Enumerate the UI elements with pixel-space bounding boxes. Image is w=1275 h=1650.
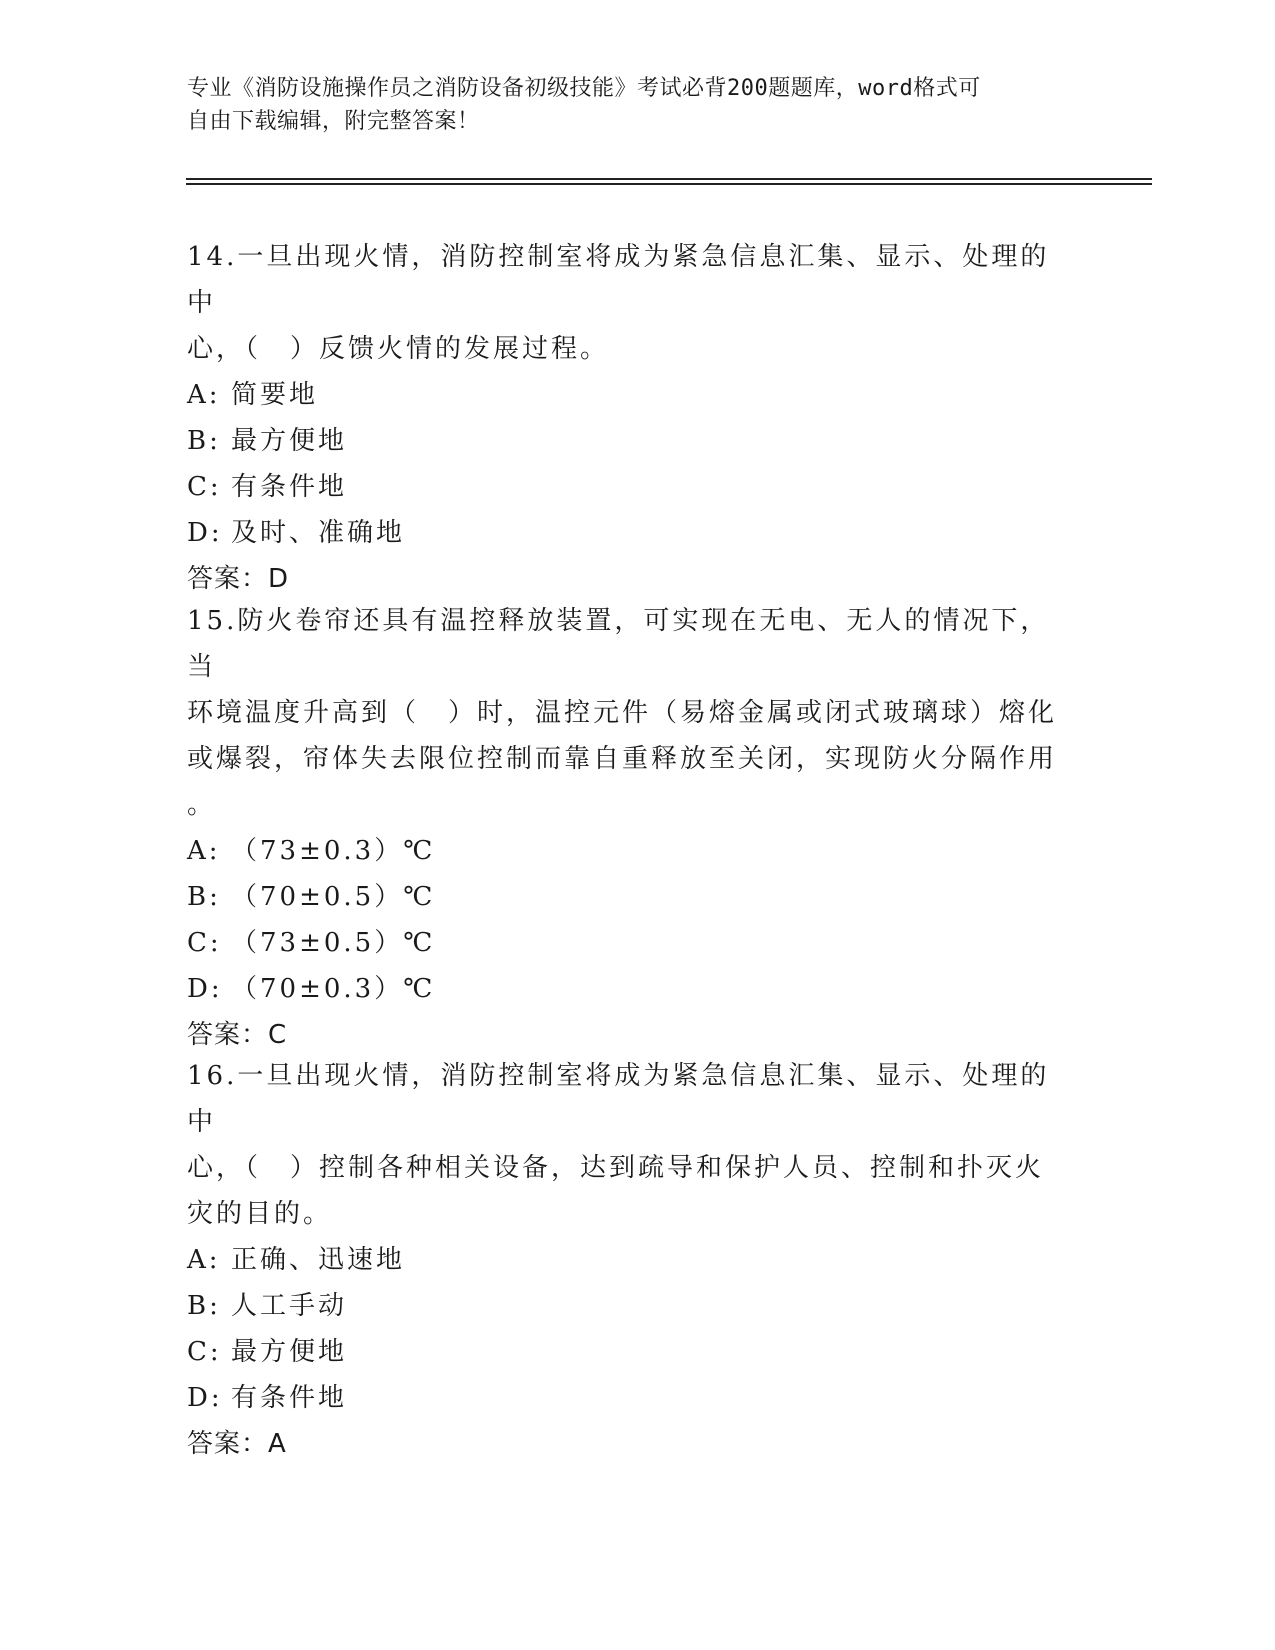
header-line-2: 自由下载编辑，附完整答案！ (187, 109, 480, 134)
option-letter: C: (187, 928, 222, 958)
question-stem-line: 心，（ ）反馈火情的发展过程。 (187, 334, 610, 364)
question-stem-line: 16.一旦出现火情，消防控制室将成为紧急信息汇集、显示、处理的中 (187, 1061, 1050, 1137)
answer-line: 答案：C (187, 1020, 288, 1050)
option-text: （70±0.3）℃ (231, 974, 436, 1004)
option-letter: C: (187, 1337, 222, 1367)
option-a (187, 828, 1067, 874)
question-15 (187, 598, 1067, 1058)
option-letter: A: (187, 1245, 221, 1275)
option-letter: A: (187, 380, 221, 410)
question-stem-line: 或爆裂，帘体失去限位控制而靠自重释放至关闭，实现防火分隔作用 (187, 744, 1058, 774)
option-text: 有条件地 (231, 1383, 348, 1413)
header-divider-bottom (186, 183, 1152, 185)
answer-line: 答案：D (187, 564, 290, 594)
answer-line: 答案：A (187, 1429, 287, 1459)
option-letter: B: (187, 1291, 221, 1321)
option-text: （73±0.3）℃ (231, 836, 436, 866)
question-stem-line: 。 (187, 790, 217, 820)
option-b (187, 418, 1067, 464)
option-b (187, 1283, 1067, 1329)
header-line-1: 专业《消防设施操作员之消防设备初级技能》考试必背200题题库，word格式可 (187, 76, 981, 101)
question-stem-line: 灾的目的。 (187, 1199, 333, 1229)
option-d (187, 1375, 1067, 1421)
option-d (187, 510, 1067, 556)
option-text: 最方便地 (231, 426, 348, 456)
question-stem-line: 15.防火卷帘还具有温控释放装置，可实现在无电、无人的情况下，当 (187, 606, 1050, 682)
option-d (187, 966, 1067, 1012)
document-header (187, 72, 1067, 138)
option-letter: C: (187, 472, 222, 502)
option-text: 简要地 (231, 380, 319, 410)
option-letter: D: (187, 974, 223, 1004)
question-16 (187, 1053, 1067, 1467)
option-text: 及时、准确地 (231, 518, 406, 548)
option-c (187, 920, 1067, 966)
option-c (187, 1329, 1067, 1375)
question-14 (187, 234, 1067, 602)
option-text: 人工手动 (231, 1291, 348, 1321)
option-b (187, 874, 1067, 920)
header-divider-top (186, 178, 1152, 180)
option-a (187, 372, 1067, 418)
option-letter: B: (187, 426, 221, 456)
question-stem-line: 14.一旦出现火情，消防控制室将成为紧急信息汇集、显示、处理的中 (187, 242, 1050, 318)
question-stem-line: 心，（ ）控制各种相关设备，达到疏导和保护人员、控制和扑灭火 (187, 1153, 1045, 1183)
option-letter: D: (187, 1383, 223, 1413)
option-a (187, 1237, 1067, 1283)
option-text: 有条件地 (231, 472, 348, 502)
option-text: 最方便地 (231, 1337, 348, 1367)
option-text: （73±0.5）℃ (231, 928, 436, 958)
question-stem-line: 环境温度升高到（ ）时，温控元件（易熔金属或闭式玻璃球）熔化 (187, 698, 1058, 728)
option-letter: A: (187, 836, 221, 866)
option-c (187, 464, 1067, 510)
option-letter: B: (187, 882, 221, 912)
option-letter: D: (187, 518, 223, 548)
option-text: 正确、迅速地 (231, 1245, 406, 1275)
option-text: （70±0.5）℃ (231, 882, 436, 912)
